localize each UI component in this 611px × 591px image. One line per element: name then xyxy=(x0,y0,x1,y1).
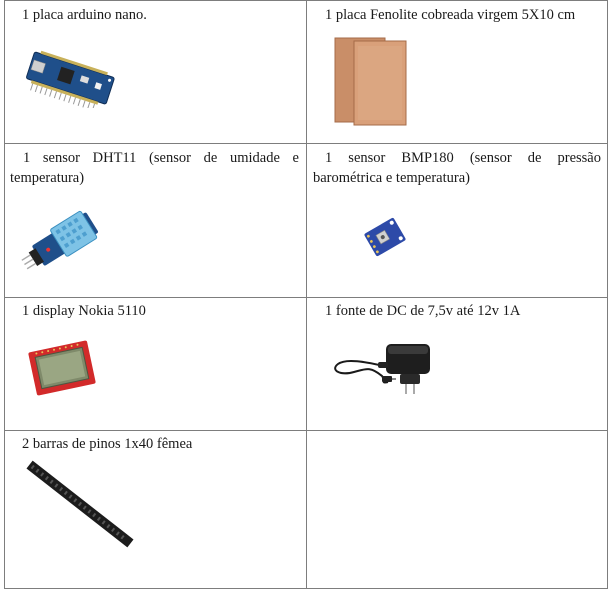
table-column-divider xyxy=(306,0,307,589)
bmp180-sensor-module-image xyxy=(360,212,410,262)
arduino-nano-board-image xyxy=(20,50,120,108)
female-pin-header-strip-image xyxy=(22,460,138,548)
component-label: 1 fonte de DC de 7,5v até 12v 1A xyxy=(325,303,521,319)
component-label: 1 placa arduino nano. xyxy=(22,7,147,23)
component-label-line-1: 1 sensor BMP180 (sensor de pressão xyxy=(325,150,601,166)
component-label: 2 barras de pinos 1x40 fêmea xyxy=(22,436,193,452)
component-label-line-1: 1 sensor DHT11 (sensor de umidade e xyxy=(23,150,299,166)
component-label-line-2: temperatura) xyxy=(10,170,85,186)
component-label xyxy=(10,148,299,168)
dht11-sensor-module-image xyxy=(18,206,110,276)
nokia-5110-display-image xyxy=(26,340,98,396)
component-label-line-2: barométrica e temperatura) xyxy=(313,170,470,186)
component-label: 1 display Nokia 5110 xyxy=(22,303,146,319)
component-label xyxy=(313,148,601,168)
table-border-right xyxy=(607,0,608,589)
table-border-left xyxy=(4,0,5,589)
copper-clad-boards-image xyxy=(332,36,410,126)
component-label: 1 placa Fenolite cobreada virgem 5X10 cm xyxy=(325,7,576,23)
dc-power-adapter-image xyxy=(326,336,438,398)
